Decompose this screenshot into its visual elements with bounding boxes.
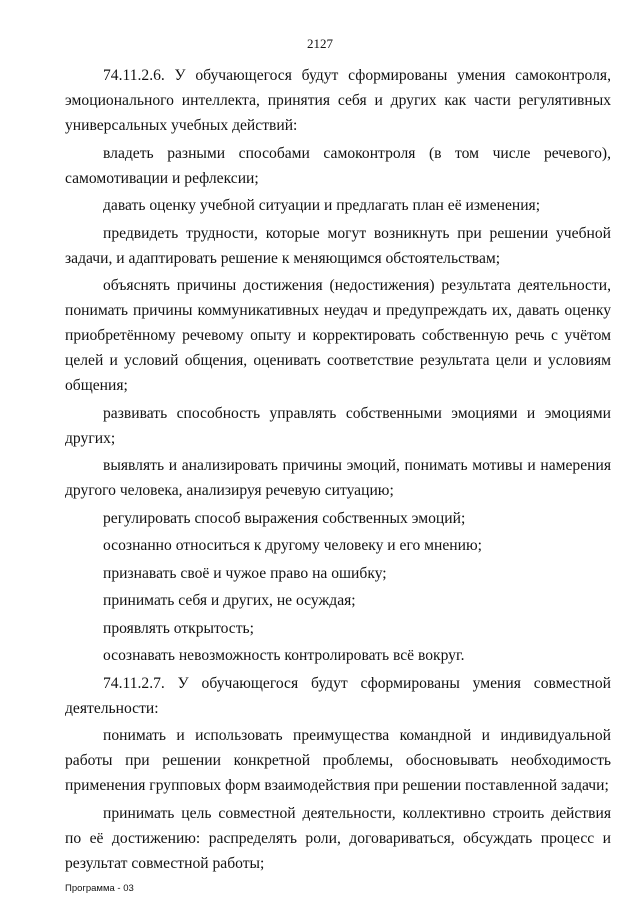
list-item: давать оценку учебной ситуации и предлагать план её изменения; — [103, 197, 541, 214]
document-body — [65, 63, 611, 878]
list-item: признавать своё и чужое право на ошибку; — [103, 564, 387, 582]
list-item: предвидеть трудности, которые могут возникнуть при решении учебной задачи, и адаптировать решение к меняющимся обстоятельствам; — [65, 224, 611, 267]
list-item: проявлять открытость; — [103, 619, 254, 637]
list-item: регулировать способ выражения собственных эмоций; — [103, 509, 466, 527]
list-item: владеть разными способами самоконтроля (в том числе речевого), самомотивации и рефлексии; — [65, 144, 611, 187]
list-item: принимать цель совместной деятельности, коллективно строить действия по её достижению: распределять роли, договариваться, обсуждать процесс и результат совместной работы; — [65, 804, 611, 872]
paragraph-section-74-11-2-6: 74.11.2.6. У обучающегося будут сформированы умения самоконтроля, эмоционального интеллекта, принятия себя и других как части регулятивных универсальных учебных действий: — [65, 67, 611, 134]
list-item: выявлять и анализировать причины эмоций, понимать мотивы и намерения другого человека, анализируя речевую ситуацию; — [65, 457, 611, 499]
list-item: осознанно относиться к другому человеку и его мнению; — [103, 537, 482, 554]
list-item: объяснять причины достижения (недостижения) результата деятельности, понимать причины коммуникативных неудач и предупреждать их, давать оценку приобретённому речевому опыту и корректировать собственную речь с учётом целей и условий общения, оценивать соответствие результата цели и условиям общения; — [65, 277, 611, 394]
list-item: осознавать невозможность контролировать всё вокруг. — [103, 647, 465, 664]
page-number: 2127 — [307, 36, 333, 51]
paragraph-section-74-11-2-7: 74.11.2.7. У обучающегося будут сформированы умения совместной деятельности: — [65, 674, 611, 717]
list-item: принимать себя и других, не осуждая; — [103, 592, 356, 609]
list-item: развивать способность управлять собственными эмоциями и эмоциями других; — [65, 404, 611, 447]
list-item: понимать и использовать преимущества командной и индивидуальной работы при решении конкретной проблемы, обосновывать необходимость применения групповых форм взаимодействия при решении поставленной задачи; — [65, 727, 611, 794]
footer-program-label: Программа - 03 — [65, 883, 134, 894]
